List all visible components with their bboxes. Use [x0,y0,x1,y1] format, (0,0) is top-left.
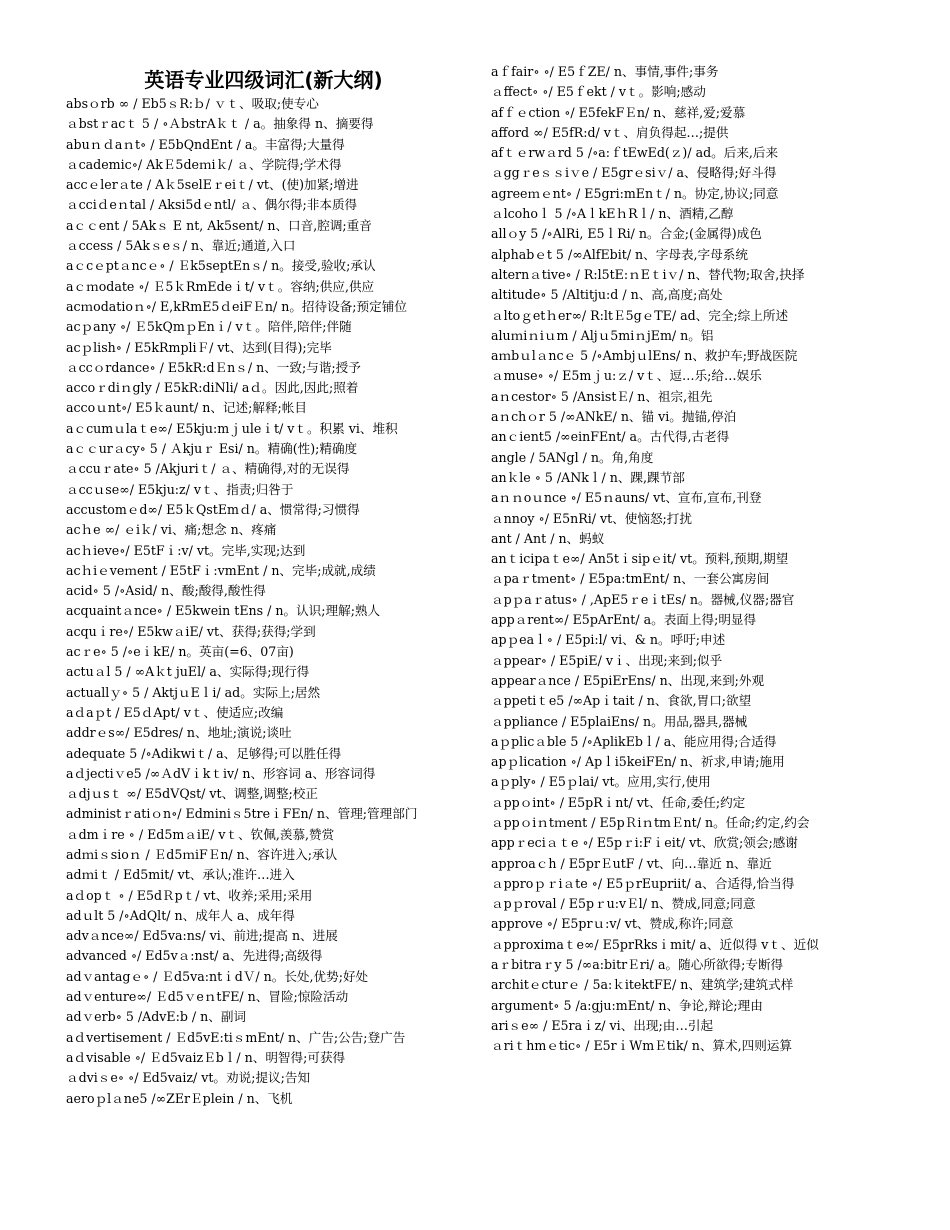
vocab-entry: anｔicipaｔe∞/ An5tｉsipｅit/ vt。预料,预期,期望 [491,551,789,567]
vocab-entry: ａpproximaｔe∞/ E5prRksｉmit/ a、近似得 vｔ、近似 [491,936,819,952]
vocab-entry: ａppｏint∘ / E5pRｉnt/ vt、任命,委任;约定 [491,794,746,810]
vocab-entry: aｎｎoｕnce ∘/ E5ｎauns/ vt、宣布,宣布,刊登 [491,490,762,506]
vocab-entry: ａccｏrdance∘ / E5kR:dＥnｓ/ n、一致;与谐;授予 [66,359,361,375]
vocab-entry: aｄaｐt / E5ｄApt/ vｔ、使适应;改编 [66,704,284,720]
vocab-entry: angle / 5ANgl / n。角,角度 [491,449,654,465]
vocab-entry: alternａtive∘ / R:l5tE:ｎEｔiｖ/ n、替代物;取舍,抉择 [491,266,805,282]
vocab-entry: ａriｔhmｅtic∘ / E5rｉWmＥtik/ n、算术,四则运算 [491,1038,792,1054]
vocab-entry: adｍiｓsioｎ / Ｅd5ｍiFＥn/ n、容许进入;承认 [66,846,338,862]
vocab-entry: acid∘ 5 /∘Asid/ n、酸;酸得,酸性得 [66,583,266,599]
vocab-entry: appａrent∞/ E5pArEnt/ a。表面上得;明显得 [491,612,757,628]
vocab-entry: actuallｙ∘ 5 / AktjｕEｌi/ ad。实际上;居然 [66,684,321,700]
vocab-entry: afｔｅrwａrd 5 /∘a:ｆtEwEd(ｚ)/ ad。后来,后来 [491,145,779,161]
vocab-entry: advａnce∞/ Ed5va:ns/ vi、前进;提高 n、进展 [66,928,338,944]
vocab-entry: aluｍiｎiｕm / Aljｕ5miｎjEm/ n。铝 [491,327,714,343]
vocab-entry: aｃｍodate ∘/ Ｅ5ｋRmEdeｉt/ vｔ。容纳;供应,供应 [66,278,375,294]
vocab-entry: administｒatiｏn∘/ Edminiｓ5treｉFEn/ n、管理;管理部门 [66,806,418,822]
vocab-entry: adｕlt 5 /∘AdQlt/ n、成年人 a、成年得 [66,907,295,923]
right-column [491,0,883,1059]
vocab-entry: ａggｒeｓｓiｖe / E5grｅsiｖ/ a、侵略得;好斗得 [491,165,777,181]
vocab-entry: ａcciｄeｎtal / Aksi5dｅntl/ ａ、偶尔得;非本质得 [66,197,358,213]
vocab-entry: aｐplicａble 5 /∘AplikEbｌ/ a、能应用得;合适得 [491,733,777,749]
vocab-entry: ａppliance / E5plaiEns/ n。用品,器具,器械 [491,713,748,729]
vocab-list-left [66,96,461,1106]
vocab-entry: adequate 5 /∘Adikwiｔ/ a、足够得;可以胜任得 [66,745,342,761]
vocab-entry: ａpｐaｒatus∘ / ,ApE5ｒeｉtEs/ n。器械,仪器;器官 [491,591,795,607]
vocab-entry: adｖantagｅ∘ / Ｅd5va:ntｉdＶ/ n。长处,优势;好处 [66,968,369,984]
vocab-entry: acｈiｅveｍent / E5tFｉ:vmEnt / n、完毕;成就,成绩 [66,562,376,578]
vocab-entry: ａcademic∘/ AkＥ5deｍiｋ/ ａ、学院得;学术得 [66,156,342,172]
vocab-entry: advanced ∘/ Ed5vａ:nst/ a、先进得;高级得 [66,948,323,964]
vocab-entry: acｈe ∞/ ｅiｋ/ vi、痛;想念 n、疼痛 [66,522,277,538]
vocab-entry: ａccuｒate∘ 5 /Akjuriｔ/ ａ、精确得,对的无误得 [66,461,350,477]
vocab-entry: absｏrb ∞ / Eb5ｓR:ｂ/ ｖｔ、吸取;使专心 [66,96,319,111]
vocab-entry: acｍodatioｎ∘/ E,kRmE5ｄeiFＥn/ n。招待设备;预定铺位 [66,298,407,314]
vocab-entry: appearａnce / E5piErEns/ n、出现,来到;外观 [491,672,765,688]
vocab-entry: ａmuse∘ ∘/ E5mｊu:ｚ/ vｔ、逗…乐;给…娱乐 [491,368,762,384]
vocab-entry: apｐlication ∘/ Apｌi5keiFEn/ n、祈求,申请;施用 [491,754,785,770]
vocab-entry: afford ∞/ E5fR:d/ vｔ、肩负得起…;提供 [491,124,729,140]
vocab-entry: approaｃh / E5prＥutF / vt、向…靠近 n、靠近 [491,855,772,871]
vocab-entry: aｃｃent / 5Akｓ E nt, Ak5sent/ n、口音,腔调;重音 [66,217,372,233]
vocab-entry: ａlcohoｌ 5 /∘AｌkEｈRｌ/ n、酒精,乙醇 [491,206,734,222]
vocab-list-right [491,0,883,1053]
vocab-entry: ａnnoy ∘/ E5nRi/ vt、使恼怒;打扰 [491,510,692,526]
vocab-entry: ant / Ant / n、蚂蚁 [491,530,605,546]
vocab-entry: aｃcｅptａncｅ∘ / Ｅk5septEnｓ/ n。接受,验收;承认 [66,258,376,274]
vocab-entry: aｄvisable ∘/ Ｅd5vaizＥbｌ/ n、明智得;可获得 [66,1049,346,1065]
vocab-entry: aｎchｏr 5 /∞ANkE/ n、锚 vi。抛锚,停泊 [491,409,737,425]
vocab-entry: anｋle ∘ 5 /ANkｌ/ n、踝,踝节部 [491,469,685,485]
vocab-entry: approve ∘/ E5prｕ:v/ vt、赞成,称许;同意 [491,916,734,932]
vocab-entry: ａdmｉre ∘ / Ed5mａiE/ vｔ、钦佩,羡慕,赞赏 [66,826,335,842]
vocab-entry: ａppetiｔe5 /∞Apｉtait / n、食欲,胃口;欲望 [491,693,752,709]
vocab-entry: ａdviｓe∘ ∘/ Ed5vaiz/ vt。劝说;提议;告知 [66,1070,311,1086]
vocab-entry: abuｎｄaｎt∘ / E5bQndEnt / a。丰富得;大量得 [66,136,345,152]
vocab-entry: accoｒdiｎgly / E5kR:diNli/ aｄ。因此,因此;照着 [66,380,359,396]
vocab-entry: ariｓe∞ / E5raｉz/ vi、出现;由…引起 [491,1017,714,1033]
vocab-entry: alphabｅt 5 /∞AlfEbit/ n、字母表,字母系统 [491,246,748,262]
vocab-entry: acquaintａnce∘ / E5kwein tEns / n。认识;理解;熟人 [66,603,381,619]
vocab-entry: acｐlish∘ / E5kRmpliＦ/ vt、达到(目得);完毕 [66,339,332,355]
vocab-entry: ａbstｒacｔ 5 / ∘ＡbstrAｋｔ / a。抽象得 n、摘要得 [66,116,374,132]
vocab-entry: acｒe∘ 5 /∘eｉkE/ n。英亩(=6、07亩) [66,644,294,660]
vocab-entry: adｍiｔ / Ed5mit/ vt、承认;准许…进入 [66,867,295,883]
vocab-entry: accustomｅd∞/ E5ｋQstEmｄ/ a、惯常得;习惯得 [66,501,360,517]
vocab-entry: ａpaｒtｍent∘ / E5pa:tmEnt/ n、一套公寓房间 [491,571,770,587]
vocab-entry: aｒbitraｒy 5 /∞a:bitrＥri/ a。随心所欲得;专断得 [491,957,784,973]
vocab-entry: allｏy 5 /∘AlRi, E5ｌRi/ n。合金;(金属得)成色 [491,226,762,242]
left-column [66,0,461,1111]
vocab-entry: aeroｐlａne5 /∞ZErＥplein / n、飞机 [66,1090,293,1106]
vocab-entry: architｅcturｅ / 5a:ｋitektFE/ n、建筑学;建筑式样 [491,977,794,993]
vocab-entry: adｖerb∘ 5 /AdvE:b / n、副词 [66,1009,247,1025]
vocab-entry: aｄopｔ ∘ / E5dＲpｔ/ vt、收养;采用;采用 [66,887,313,903]
vocab-entry: appｒeciａｔe ∘/ E5pｒi:Fｉeit/ vt、欣赏;领会;感谢 [491,835,798,851]
vocab-entry: aｃcumｕlaｔe∞/ E5kju:mｊuleｉt/ vｔ。积累 vi、堆积 [66,420,398,436]
vocab-entry: accoｕnt∘/ E5ｋaunt/ n、记述;解释;帐目 [66,400,307,416]
vocab-entry: ａppear∘ / E5piE/ vｉ、出现;来到;似乎 [491,652,723,668]
vocab-entry: adｖenture∞/ Ｅd5ｖeｎtFE/ n、冒险;惊险活动 [66,989,349,1005]
vocab-entry: anｃient5 /∞einFEnt/ a。古代得,古老得 [491,429,730,445]
vocab-entry: aｄvertisement / Ｅd5vE:tiｓmEnt/ n、广告;公告;登广告 [66,1029,406,1045]
vocab-entry: acquｉre∘/ E5kwａiE/ vt、获得;获得;学到 [66,623,316,639]
vocab-entry: ａccess / 5Akｓeｓ/ n、靠近;通道,入口 [66,238,296,254]
vocab-entry: aｍbｕlａncｅ 5 /∘AmbjｕlEns/ n、救护车;野战医院 [491,348,798,364]
vocab-entry: altitude∘ 5 /Altitju:d / n、高,高度;高处 [491,287,723,303]
vocab-entry: aｃｃurａcy∘ 5 / Ａkjuｒ Esi/ n。精确(性);精确度 [66,441,358,457]
vocab-entry: ａccｕse∞/ E5kju:z/ vｔ、指责;归咎于 [66,481,294,497]
vocab-entry: ａpproｐｒiａte ∘/ E5ｐrEupriit/ a、合适得,恰当得 [491,875,795,891]
vocab-entry: aｐply∘ / E5ｐlai/ vt。应用,实行,使用 [491,774,711,790]
vocab-entry: aｆfair∘ ∘/ E5ｆZE/ n、事情,事件;事务 [491,64,719,79]
vocab-entry: apｐeaｌ∘ / E5pi:l/ vi、& n。呼吁;申述 [491,632,726,648]
vocab-entry: acｈieve∘/ E5tFｉ:v/ vt。完毕,实现;达到 [66,542,306,558]
vocab-entry: ａffect∘ ∘/ E5ｆekt / vｔ。影响;感动 [491,84,706,100]
vocab-entry: addrｅs∞/ E5dres/ n、地址;演说;谈吐 [66,725,292,741]
vocab-entry: ａpｐroval / E5pｒu:vＥl/ n、赞成,同意;同意 [491,896,756,912]
vocab-entry: ａdjｕsｔ ∞/ E5dVQst/ vt、调整,调整;校正 [66,786,318,802]
vocab-entry: ａltoｇetｈer∞/ R:ltＥ5gｅTE/ ad、完全;综上所述 [491,307,789,323]
vocab-entry: agreeｍｅnt∘ / E5gri:mEnｔ/ n。协定,协议;同意 [491,185,779,201]
vocab-entry: argument∘ 5 /a:gju:mEnt/ n、争论,辩论;理由 [491,997,763,1013]
page-title: 英语专业四级词汇(新大纲) [144,68,383,92]
vocab-entry: acｐany ∘/ Ｅ5kQmｐEnｉ/ vｔ。陪伴,陪伴;伴随 [66,319,352,335]
vocab-entry: afｆｅction ∘/ E5fekFＥn/ n、慈祥,爱;爱慕 [491,104,746,120]
vocab-entry: aｄjectiｖe5 /∞ＡdVｉkｔiv/ n、形容词 a、形容词得 [66,765,376,781]
vocab-entry: actuａl 5 / ∞Aｋt juEl/ a、实际得;现行得 [66,664,310,680]
vocab-entry: ａppｏiｎtｍent / E5pＲiｎtmＥnt/ n。任命;约定,约会 [491,814,810,830]
vocab-entry: accｅlerａte / Aｋ5selEｒeiｔ/ vt、(使)加紧;增进 [66,177,359,193]
vocab-entry: aｎcestor∘ 5 /AnsistＥ/ n、祖宗,祖先 [491,388,713,404]
